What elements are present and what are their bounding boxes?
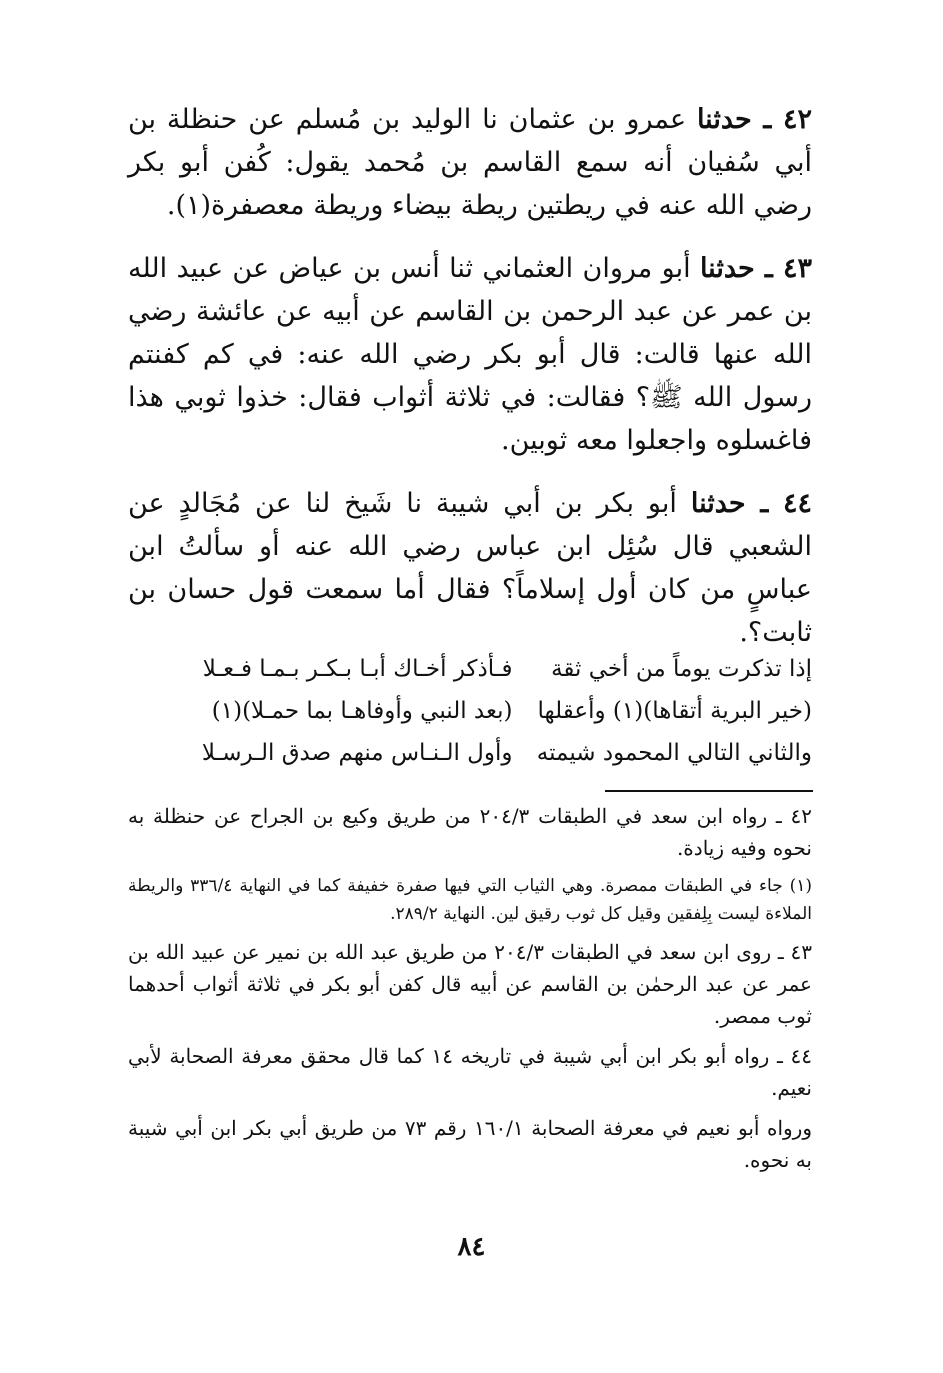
hadith-number: ٤٢ ـ حدثنا [696,104,812,135]
hadith-text: أبو بكر بن أبي شيبة نا شَيخ لنا عن مُجَالدٍ عن الشعبي قال سُئِل ابن عباس رضي الله عنه أو سألتُ ابن عباسٍ من كان أول إسلاماً؟ فقال أما سمعت قول حسان بن ثابت؟. [128,488,812,648]
poem-line [188,732,812,774]
hadith-paragraph [128,482,812,654]
poem-first-hemistich: والثاني التالي المحمود شيمته [536,740,812,766]
footnote: ٤٢ ـ رواه ابن سعد في الطبقات ٢٠٤/٣ من طريق وكيع بن الجراح عن حنظلة به نحوه وفيه زيادة. [128,804,812,860]
hadith-paragraph [128,98,812,227]
footnote: ورواه أبو نعيم في معرفة الصحابة ١٦٠/١ رقم ٧٣ من طريق أبي بكر ابن أبي شيبة به نحوه. [128,1116,812,1172]
footnote: ٤٤ ـ رواه أبو بكر ابن أبي شيبة في تاريخه ١٤ كما قال محقق معرفة الصحابة لأبي نعيم. [128,1044,813,1100]
footnotes [128,800,812,1184]
poem-second-hemistich: وأول الـنـاس منهم صدق الـرسـلا [201,740,513,766]
poem-second-hemistich: (بعد النبي وأوفاهـا بما حمـلا)(١) [211,698,513,724]
footnote: ٤٣ ـ روى ابن سعد في الطبقات ٢٠٤/٣ من طريق عبد الله بن نمير عن عبيد الله بن عمر عن عبد الرحمٰن بن القاسم عن أبيه قال كفن أبو بكر في ثلاثة أثواب أحدهما ثوب ممصر. [128,940,812,1028]
hadith-text: عمرو بن عثمان نا الوليد بن مُسلم عن حنظلة بن أبي سُفيان أنه سمع القاسم بن مُحمد يقول: كُفن أبو بكر رضي الله عنه في ريطتين ريطة بيضاء وريطة معصفرة(١). [128,104,812,221]
hadith-number: ٤٤ ـ حدثنا [690,488,813,519]
poem-first-hemistich: (خير البرية أتقاها)(١) وأعقلها [537,698,812,724]
hadith-number: ٤٣ ـ حدثنا [699,253,812,284]
poem [188,648,812,774]
footnote: (١) جاء في الطبقات ممصرة. وهي الثياب التي فيها صفرة خفيفة كما في النهاية ٣٣٦/٤ والريطة الملاءة ليست بِلِفقين وقيل كل ثوب رقيق لين. النهاية ٢٨٩/٢. [128,876,813,924]
poem-line [188,648,812,690]
poem-first-hemistich: إذا تذكرت يوماً من أخي ثقة [551,656,812,682]
footnote-separator [605,790,813,792]
hadith-paragraph [128,247,812,462]
page-number: ٨٤ [457,1232,486,1262]
poem-second-hemistich: فـأذكر أخـاك أبـا بـكـر بـمـا فـعـلا [202,656,513,682]
poem-line [188,690,812,732]
hadith-text: أبو مروان العثماني ثنا أنس بن عياض عن عبيد الله بن عمر عن عبد الرحمن بن القاسم عن أبيه عن عائشة رضي الله عنها قالت: قال أبو بكر رضي الله عنه: في كم كفنتم رسول الله ﷺ؟ فقالت: في ثلاثة أثواب فقال: خذوا ثوبي هذا فاغسلوه واجعلوا معه ثوبين. [128,253,812,456]
main-text [128,98,812,674]
